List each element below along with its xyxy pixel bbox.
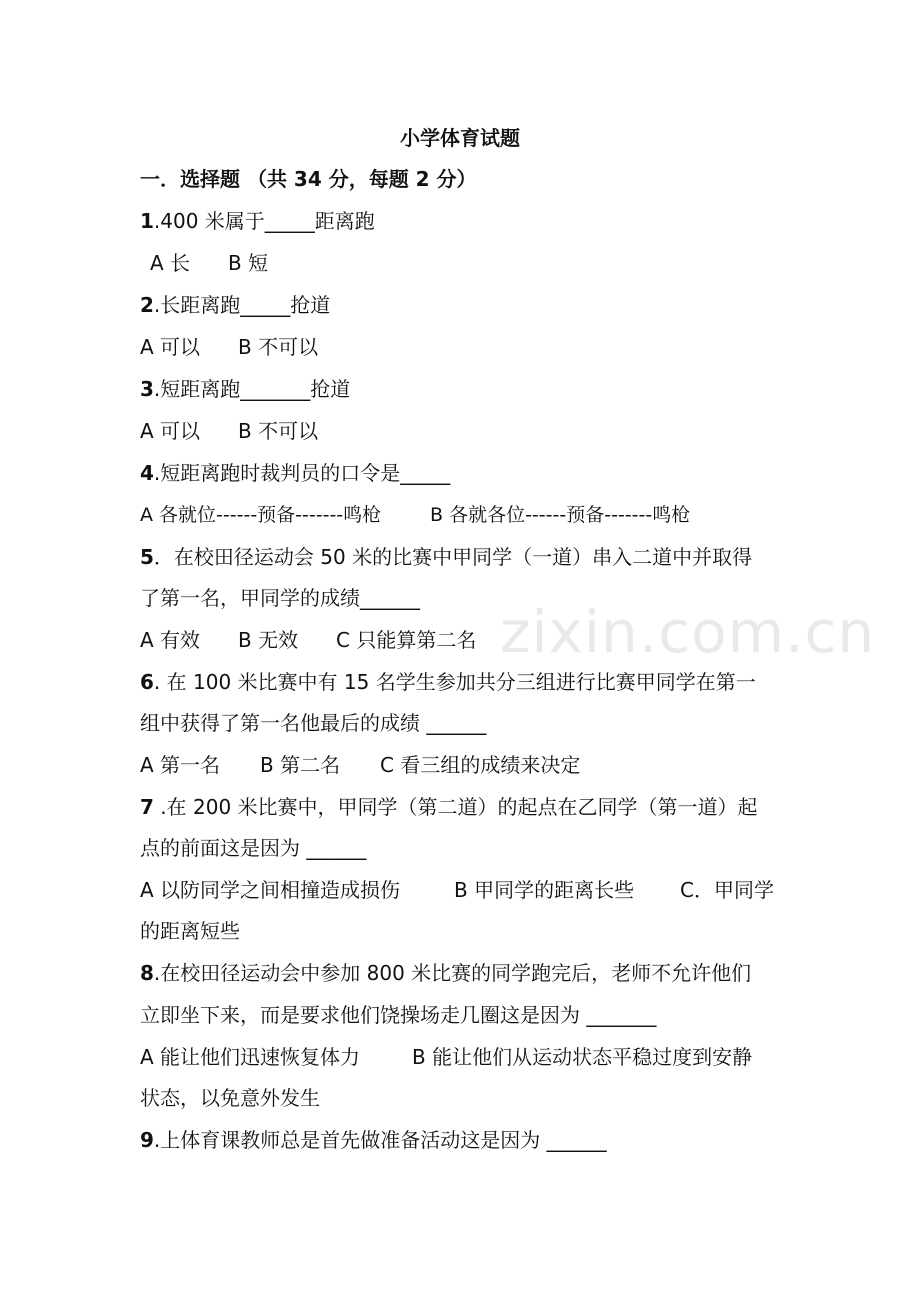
options-2 xyxy=(140,333,790,361)
question-6 xyxy=(140,668,790,696)
question-number: 3 xyxy=(140,377,154,401)
question-number: 7 xyxy=(140,795,154,819)
options-3 xyxy=(140,417,790,445)
options-8 xyxy=(140,1043,790,1071)
question-5 xyxy=(140,543,790,571)
question-8 xyxy=(140,959,790,987)
options-7-continued: 的距离短些 xyxy=(140,919,240,943)
option-c: C 只能算第二名 xyxy=(336,628,477,652)
option-a: A 以防同学之间相撞造成损伤 xyxy=(140,878,401,902)
question-1 xyxy=(140,207,790,235)
option-a: A 长 xyxy=(150,251,191,275)
options-4 xyxy=(140,501,790,529)
option-a: A 第一名 xyxy=(140,753,221,777)
question-stem: ．在校田径运动会 50 米的比赛中甲同学（一道）串入二道中并取得 xyxy=(153,545,753,569)
options-8-continued: 状态，以免意外发生 xyxy=(140,1086,320,1110)
question-number: 4 xyxy=(140,461,154,485)
section-heading: 一．选择题 （共 34 分，每题 2 分） xyxy=(140,167,477,191)
question-7-continued: 点的前面这是因为 ______ xyxy=(140,836,367,860)
option-a: A 各就位------预备-------鸣枪 xyxy=(140,504,382,526)
question-stem: .短距离跑时裁判员的口令是_____ xyxy=(153,461,451,485)
question-number: 2 xyxy=(140,293,154,317)
options-1 xyxy=(150,249,800,277)
option-b: B 各就各位------预备-------鸣枪 xyxy=(430,504,691,526)
question-number: 1 xyxy=(140,209,154,233)
option-a: A 可以 xyxy=(140,419,201,443)
question-4 xyxy=(140,459,790,487)
question-stem: .在校田径运动会中参加 800 米比赛的同学跑完后，老师不允许他们 xyxy=(153,961,752,985)
option-b: B 短 xyxy=(228,251,269,275)
option-b: B 第二名 xyxy=(260,753,341,777)
option-c: C．甲同学 xyxy=(680,878,774,902)
option-b: B 不可以 xyxy=(238,419,319,443)
option-b: B 甲同学的距离长些 xyxy=(454,878,635,902)
option-a: A 能让他们迅速恢复体力 xyxy=(140,1045,361,1069)
question-stem: . 在 100 米比赛中有 15 名学生参加共分三组进行比赛甲同学在第一 xyxy=(153,670,756,694)
question-stem: .上体育课教师总是首先做准备活动这是因为 ______ xyxy=(153,1128,607,1152)
option-c: C 看三组的成绩来决定 xyxy=(380,753,581,777)
watermark: zixin.com.cn xyxy=(500,598,876,666)
option-b: B 不可以 xyxy=(238,335,319,359)
question-7 xyxy=(140,793,790,821)
question-number: 5 xyxy=(140,545,154,569)
question-8-continued: 立即坐下来，而是要求他们饶操场走几圈这是因为 _______ xyxy=(140,1003,657,1027)
option-b: B 能让他们从运动状态平稳过度到安静 xyxy=(412,1045,753,1069)
option-b: B 无效 xyxy=(238,628,299,652)
question-3 xyxy=(140,375,790,403)
option-a: A 可以 xyxy=(140,335,201,359)
question-2 xyxy=(140,291,790,319)
question-number: 8 xyxy=(140,961,154,985)
question-5-continued: 了第一名，甲同学的成绩______ xyxy=(140,586,420,610)
question-9 xyxy=(140,1126,790,1154)
question-stem: .400 米属于_____距离跑 xyxy=(153,209,375,233)
options-6 xyxy=(140,751,790,779)
question-stem: .短距离跑_______抢道 xyxy=(153,377,351,401)
question-number: 9 xyxy=(140,1128,154,1152)
question-stem: .在 200 米比赛中，甲同学（第二道）的起点在乙同学（第一道）起 xyxy=(153,795,758,819)
document-title: 小学体育试题 xyxy=(400,126,520,150)
option-a: A 有效 xyxy=(140,628,201,652)
options-7 xyxy=(140,876,790,904)
question-stem: .长距离跑_____抢道 xyxy=(153,293,331,317)
options-5 xyxy=(140,626,790,654)
question-number: 6 xyxy=(140,670,154,694)
question-6-continued: 组中获得了第一名他最后的成绩 ______ xyxy=(140,711,487,735)
